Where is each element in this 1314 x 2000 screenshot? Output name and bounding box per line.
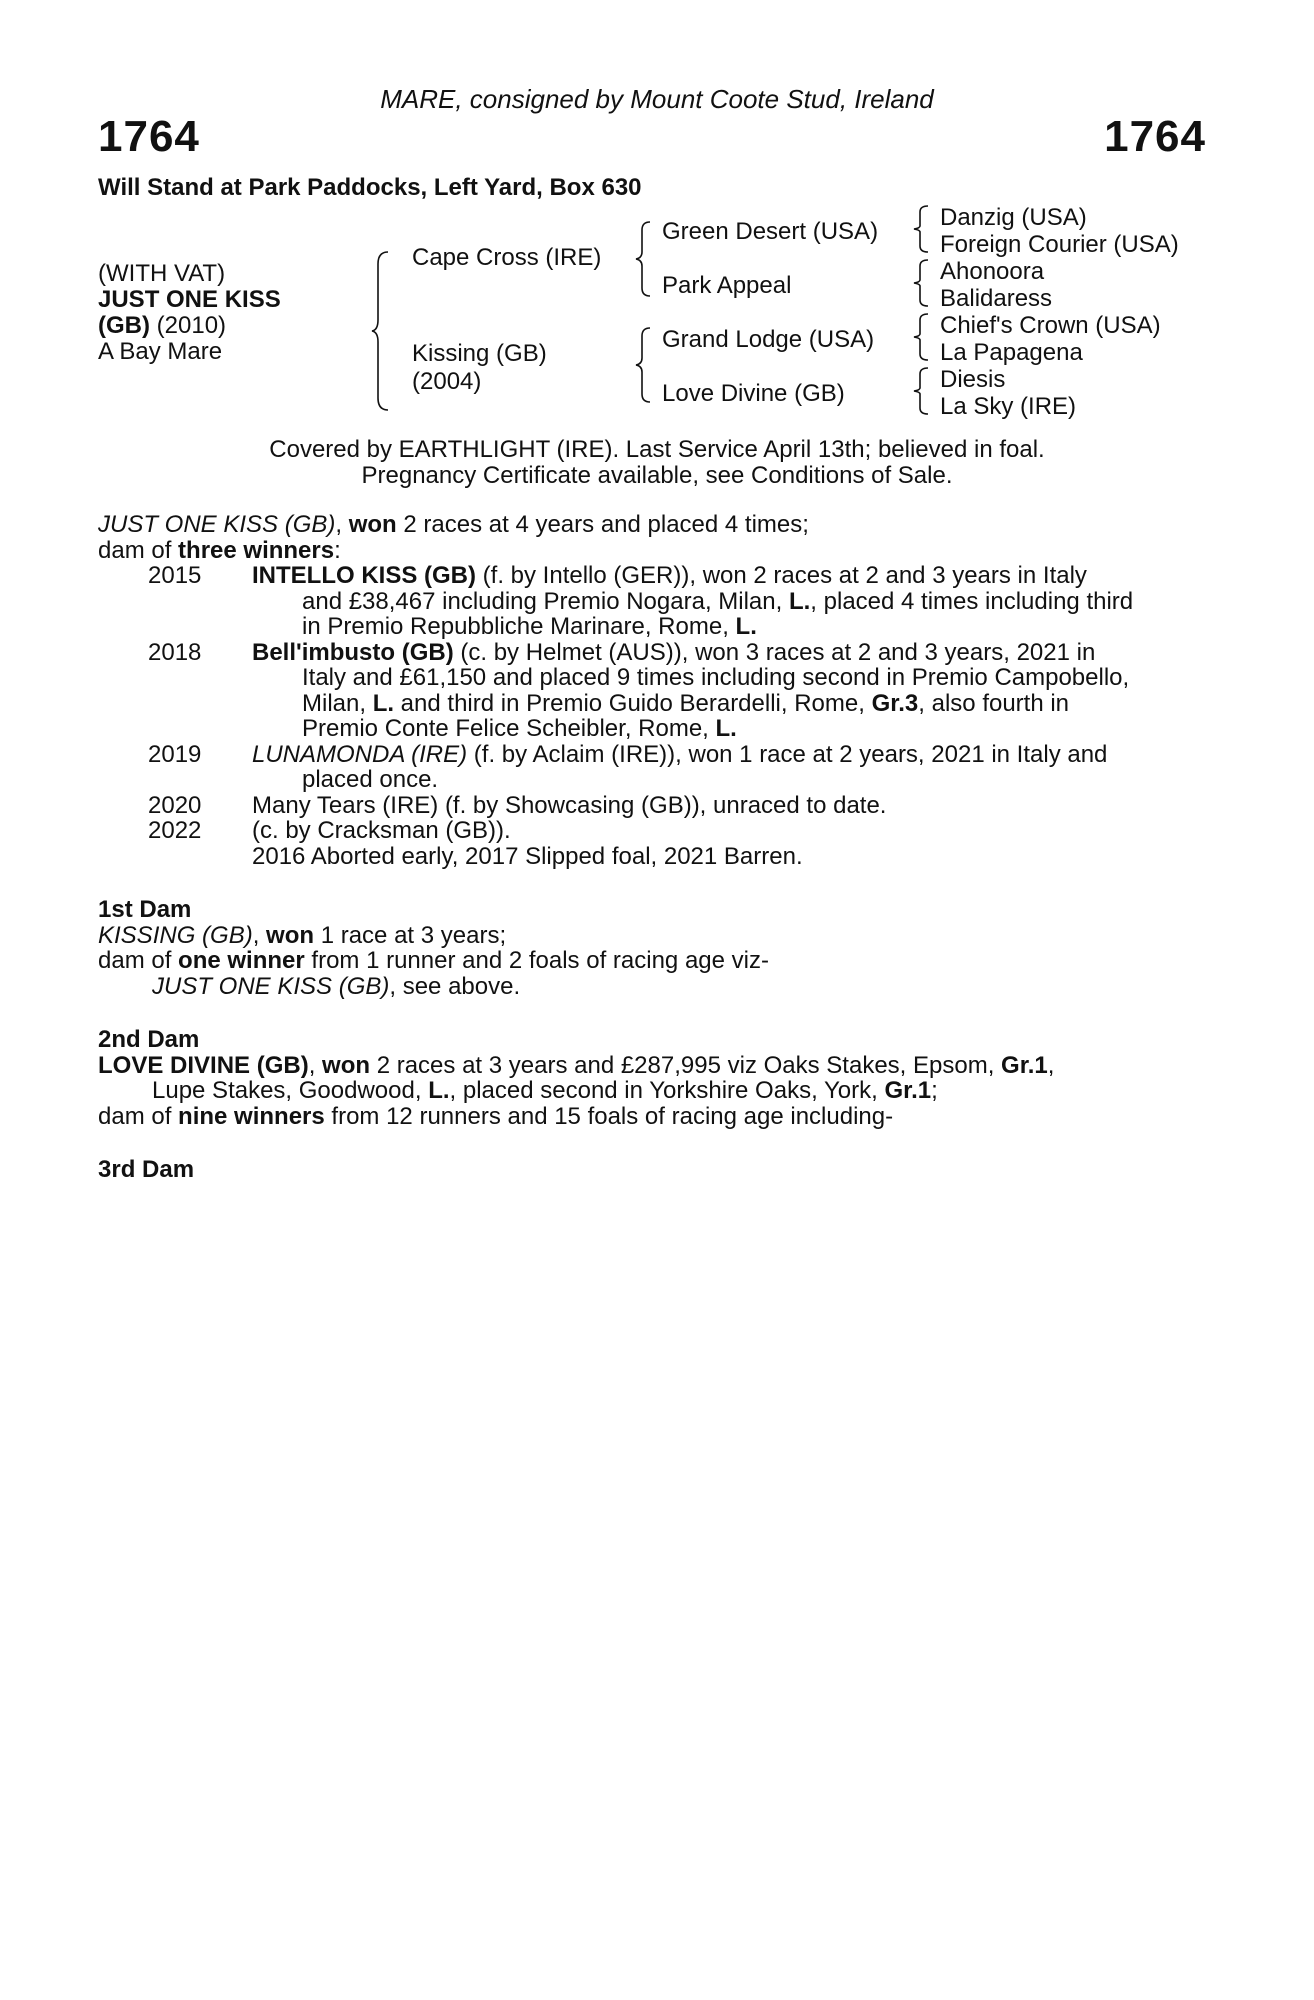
covered-line-1: Covered by EARTHLIGHT (IRE). Last Service April 13th; believed in foal. (269, 436, 1045, 463)
grandsire-8: La Sky (IRE) (940, 393, 1077, 420)
second-dam-dam-of: dam of nine winners from 12 runners and 15 foals of racing age including- (98, 1102, 894, 1130)
foal-entry: 2015 INTELLO KISS (GB) (f. by Intello (GER)), won 2 races at 2 and 3 years in Italy and £38,467 including Premio Nogara, Milan, L., placed 4 times including third in Premio Repubbliche Marinare, Rome, L. (148, 562, 1134, 640)
first-dam-progeny: JUST ONE KISS (GB), see above. (152, 972, 521, 1000)
horse-origin: (GB) (2010) (98, 312, 227, 339)
dam-dam: Love Divine (GB) (662, 380, 845, 407)
grandsire-2: Foreign Courier (USA) (940, 231, 1179, 258)
produce-record (98, 512, 1206, 1183)
stand-location: Will Stand at Park Paddocks, Left Yard, Box 630 (98, 174, 642, 201)
dam-sire: Grand Lodge (USA) (662, 326, 875, 353)
pedigree-bracket-g4 (912, 366, 932, 416)
foal-entry: 2022 (c. by Cracksman (GB)). (148, 817, 511, 844)
foal-entry: 2020 Many Tears (IRE) (f. by Showcasing (GB)), unraced to date. (148, 791, 887, 819)
sire-name: Cape Cross (IRE) (412, 244, 602, 271)
pedigree-bracket-g1 (912, 204, 932, 254)
foal-entry: 2019 LUNAMONDA (IRE) (f. by Aclaim (IRE)), won 1 race at 2 years, 2021 in Italy and placed once. (148, 740, 1108, 793)
pedigree-bracket-main (370, 250, 390, 412)
pedigree-bracket-sire (634, 220, 654, 298)
second-dam-line-2: Lupe Stakes, Goodwood, L., placed second in Yorkshire Oaks, York, Gr.1; (152, 1077, 938, 1104)
grandsire-4: Balidaress (940, 285, 1053, 312)
foal-entry: 2018 Bell'imbusto (GB) (c. by Helmet (AUS)), won 3 races at 2 and 3 years, 2021 in Italy and £61,150 and placed 9 times including second in Premio Campobello, Milan, L. and third in Premio Guido Berardelli, Rome, Gr.3, also fourth in Premio Conte Felice Scheibler, Rome, L. (148, 638, 1130, 742)
first-dam-dam-of: dam of one winner from 1 runner and 2 foals of racing age viz- (98, 947, 769, 974)
vat-note: (WITH VAT) (98, 260, 226, 287)
pedigree-bracket-g2 (912, 258, 932, 308)
pedigree-bracket-g3 (912, 312, 932, 362)
grandsire-7: Diesis (940, 366, 1006, 393)
third-dam-title: 3rd Dam (98, 1156, 195, 1183)
consignor-line: MARE, consigned by Mount Coote Stud, Ireland (380, 84, 934, 114)
grandsire-1: Danzig (USA) (940, 204, 1087, 231)
sire-dam: Park Appeal (662, 272, 792, 299)
horse-name: JUST ONE KISS (98, 286, 281, 313)
first-dam-line: KISSING (GB), won 1 race at 3 years; (98, 921, 507, 949)
dam-name: Kissing (GB) (412, 340, 547, 367)
grandsire-5: Chief's Crown (USA) (940, 312, 1161, 339)
dam-intro: JUST ONE KISS (GB), won 2 races at 4 years and placed 4 times; (98, 511, 809, 538)
dam-of-line: dam of three winners: (98, 536, 341, 564)
dam-year: (2004) (412, 368, 482, 395)
second-dam-line: LOVE DIVINE (GB), won 2 races at 3 years and £287,995 viz Oaks Stakes, Epsom, Gr.1, (98, 1051, 1055, 1079)
covered-line-2: Pregnancy Certificate available, see Conditions of Sale. (361, 462, 953, 489)
grandsire-6: La Papagena (940, 339, 1083, 366)
barren-note: 2016 Aborted early, 2017 Slipped foal, 2021 Barren. (252, 842, 803, 870)
first-dam-title: 1st Dam (98, 896, 192, 923)
grandsire-3: Ahonoora (940, 258, 1045, 285)
horse-description: A Bay Mare (98, 338, 223, 365)
second-dam-title: 2nd Dam (98, 1026, 200, 1053)
sire-sire: Green Desert (USA) (662, 218, 879, 245)
pedigree-bracket-dam (634, 326, 654, 404)
lot-number-left: 1764 (98, 112, 200, 161)
lot-number-right: 1764 (1104, 112, 1206, 161)
